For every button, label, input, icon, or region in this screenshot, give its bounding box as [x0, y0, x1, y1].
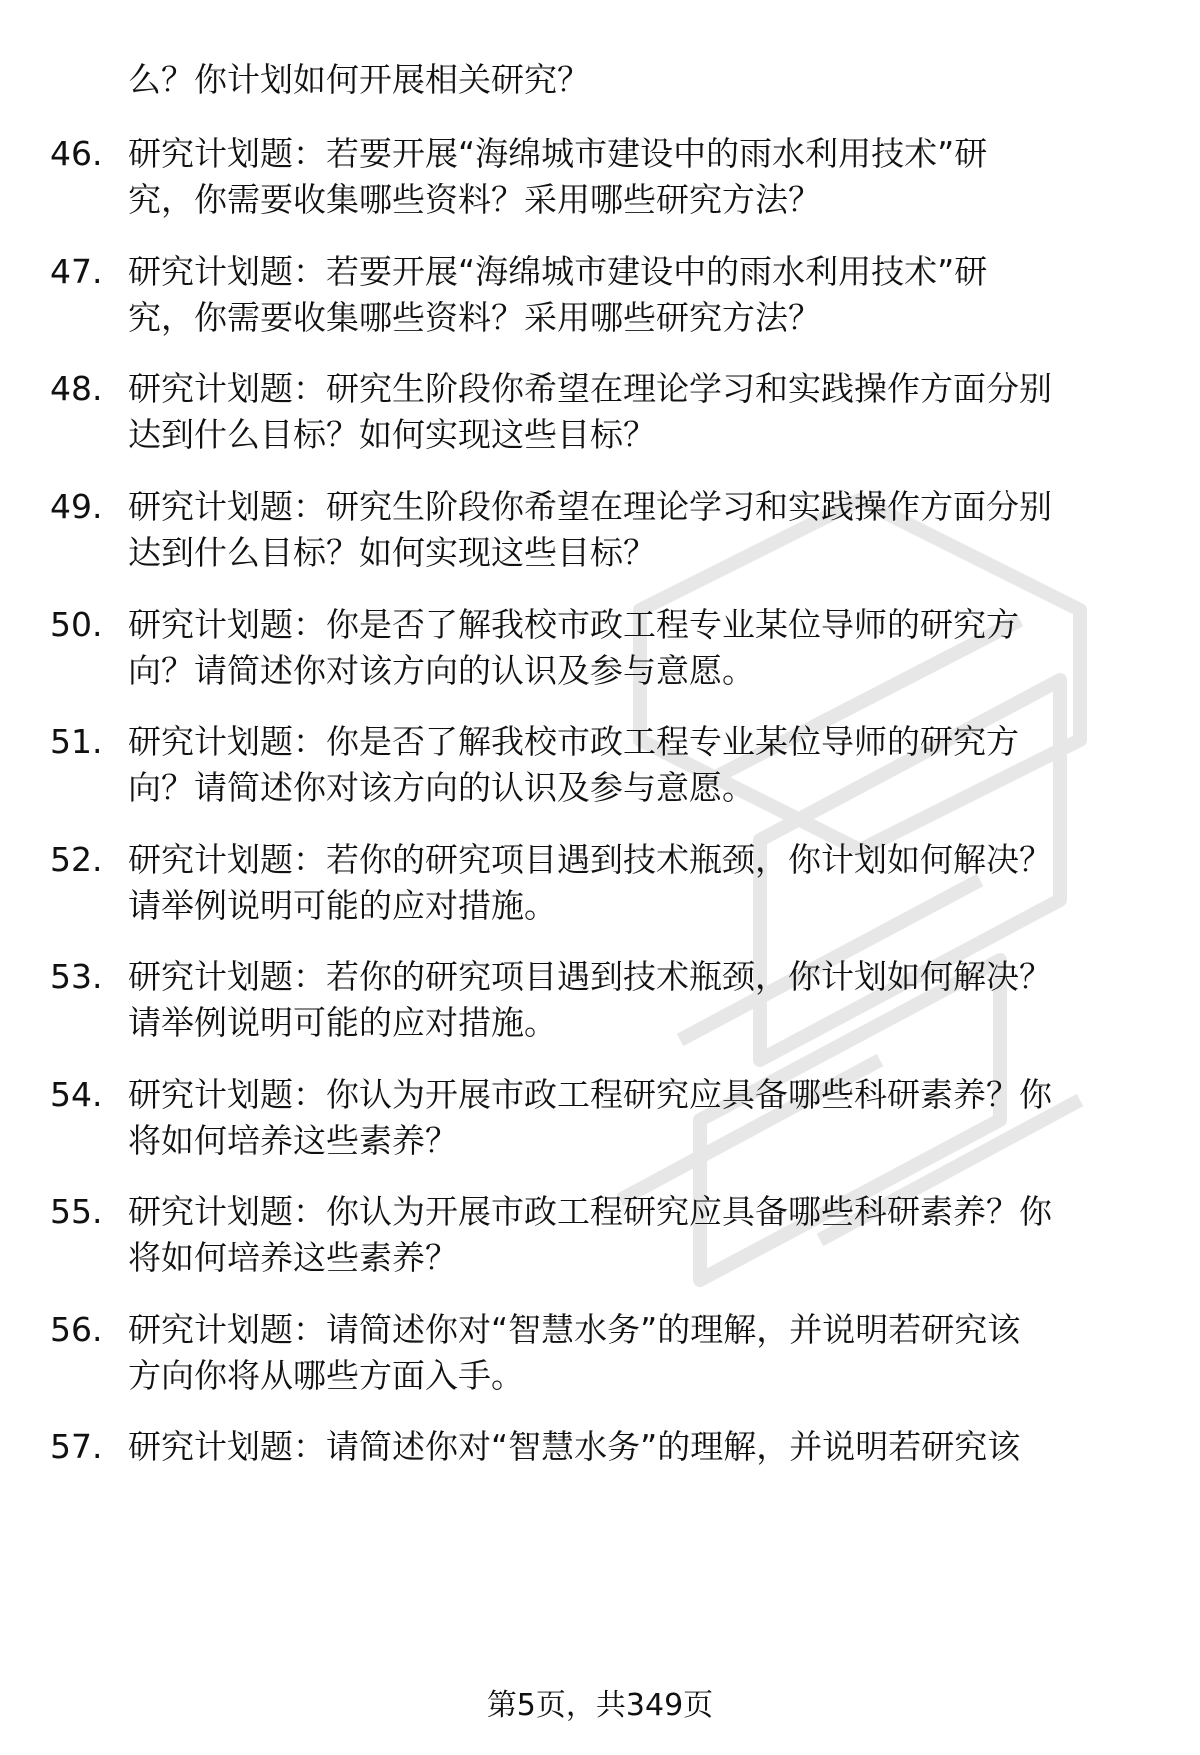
question-text-line: 研究计划题：请简述你对“智慧水务”的理解，并说明若研究该: [128, 1310, 1021, 1349]
question-item: [0, 720, 1200, 830]
question-number: 53.: [50, 957, 103, 996]
question-text-line: 将如何培养这些素养？: [128, 1121, 458, 1160]
question-item: [0, 367, 1200, 477]
question-item: [0, 603, 1200, 713]
question-number: 56.: [50, 1310, 103, 1349]
question-text-line: 研究计划题：你是否了解我校市政工程专业某位导师的研究方: [128, 722, 1019, 761]
question-text-line: 研究计划题：你认为开展市政工程研究应具备哪些科研素养？你: [128, 1192, 1052, 1231]
question-number: 47.: [50, 252, 103, 291]
question-item: [0, 1425, 1200, 1535]
question-text-line: 研究计划题：研究生阶段你希望在理论学习和实践操作方面分别: [128, 369, 1052, 408]
question-number: 46.: [50, 134, 103, 173]
question-text-line: 究，你需要收集哪些资料？采用哪些研究方法？: [128, 298, 821, 337]
continuation-text: 么？你计划如何开展相关研究？: [128, 60, 590, 99]
question-item: [0, 1308, 1200, 1418]
question-text-line: 研究计划题：你认为开展市政工程研究应具备哪些科研素养？你: [128, 1075, 1052, 1114]
question-text-line: 研究计划题：请简述你对“智慧水务”的理解，并说明若研究该: [128, 1427, 1021, 1466]
page-footer: 第5页，共349页: [486, 1688, 714, 1723]
question-text-line: 研究计划题：若你的研究项目遇到技术瓶颈，你计划如何解决？: [128, 840, 1052, 879]
question-number: 51.: [50, 722, 103, 761]
question-item: [0, 132, 1200, 242]
question-number: 49.: [50, 487, 103, 526]
question-item: [0, 1190, 1200, 1300]
question-text-line: 方向你将从哪些方面入手。: [128, 1356, 524, 1395]
question-item: [0, 955, 1200, 1065]
question-text-line: 向？请简述你对该方向的认识及参与意愿。: [128, 768, 755, 807]
question-number: 57.: [50, 1427, 103, 1466]
question-text-line: 请举例说明可能的应对措施。: [128, 886, 557, 925]
question-number: 50.: [50, 605, 103, 644]
question-number: 55.: [50, 1192, 103, 1231]
question-text-line: 研究计划题：若要开展“海绵城市建设中的雨水利用技术”研: [128, 252, 988, 291]
question-text-line: 将如何培养这些素养？: [128, 1238, 458, 1277]
question-text-line: 研究计划题：若要开展“海绵城市建设中的雨水利用技术”研: [128, 134, 988, 173]
question-item: [0, 250, 1200, 360]
question-text-line: 研究计划题：你是否了解我校市政工程专业某位导师的研究方: [128, 605, 1019, 644]
question-text-line: 向？请简述你对该方向的认识及参与意愿。: [128, 651, 755, 690]
question-text-line: 达到什么目标？如何实现这些目标？: [128, 533, 656, 572]
question-text-line: 请举例说明可能的应对措施。: [128, 1003, 557, 1042]
question-number: 54.: [50, 1075, 103, 1114]
question-number: 52.: [50, 840, 103, 879]
question-item: [0, 1073, 1200, 1183]
question-text-line: 达到什么目标？如何实现这些目标？: [128, 415, 656, 454]
question-text-line: 究，你需要收集哪些资料？采用哪些研究方法？: [128, 180, 821, 219]
question-item: [0, 485, 1200, 595]
question-text-line: 研究计划题：研究生阶段你希望在理论学习和实践操作方面分别: [128, 487, 1052, 526]
question-number: 48.: [50, 369, 103, 408]
question-text-line: 研究计划题：若你的研究项目遇到技术瓶颈，你计划如何解决？: [128, 957, 1052, 996]
question-item: [0, 838, 1200, 948]
